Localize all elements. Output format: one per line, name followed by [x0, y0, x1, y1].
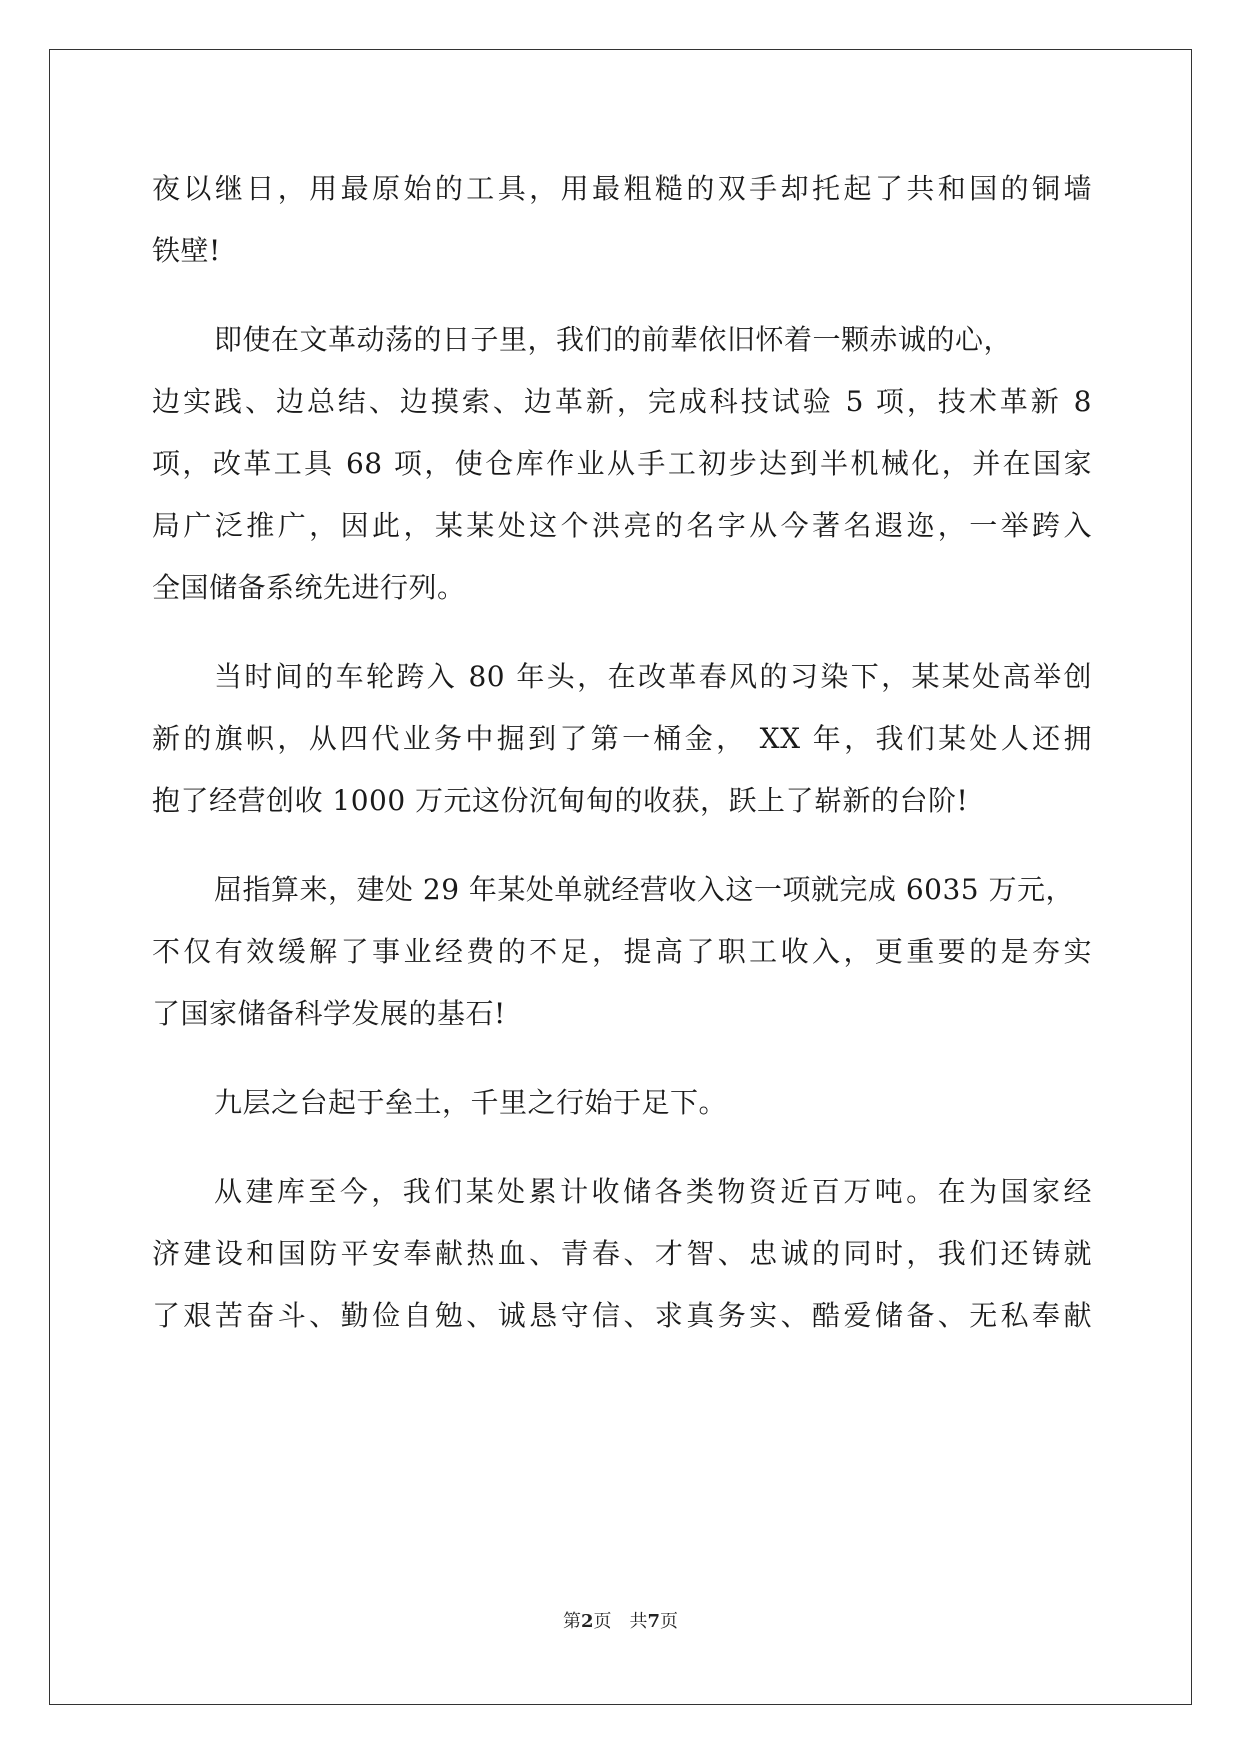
text-line: 从建库至今，我们某处累计收储各类物资近百万吨。在为国家经	[214, 1175, 1092, 1208]
text-line: 项，改革工具 68 项，使仓库作业从手工初步达到半机械化，并在国家	[152, 447, 1092, 480]
text-line: 局广泛推广，因此，某某处这个洪亮的名字从今著名遐迩，一举跨入	[152, 509, 1092, 542]
total-prefix: 共	[629, 1611, 648, 1632]
text-line: 济建设和国防平安奉献热血、青春、才智、忠诚的同时，我们还铸就	[152, 1237, 1092, 1270]
text-line: 九层之台起于垒土，千里之行始于足下。	[214, 1086, 728, 1119]
page-suffix: 页	[593, 1611, 612, 1632]
text-line: 铁壁!	[152, 234, 221, 267]
total-pages: 7	[647, 1611, 661, 1632]
text-line: 全国储备系统先进行列。	[152, 571, 466, 604]
text-line: 即使在文革动荡的日子里，我们的前辈依旧怀着一颗赤诚的心，	[214, 323, 1013, 356]
page-footer	[0, 1610, 1241, 1634]
total-suffix: 页	[660, 1611, 679, 1632]
text-line: 边实践、边总结、边摸索、边革新，完成科技试验 5 项，技术革新 8	[152, 385, 1092, 418]
page-number: 2	[580, 1611, 594, 1632]
text-line: 当时间的车轮跨入 80 年头，在改革春风的习染下，某某处高举创	[214, 660, 1092, 693]
text-line: 了国家储备科学发展的基石!	[152, 997, 506, 1030]
text-line: 了艰苦奋斗、勤俭自勉、诚恳守信、求真务实、酷爱储备、无私奉献	[152, 1299, 1092, 1332]
text-line: 屈指算来，建处 29 年某处单就经营收入这一项就完成 6035 万元，	[214, 873, 1074, 906]
text-line: 抱了经营创收 1000 万元这份沉甸甸的收获，跃上了崭新的台阶!	[152, 784, 969, 817]
document-body	[152, 158, 1092, 1347]
text-line: 新的旗帜，从四代业务中掘到了第一桶金， XX 年，我们某处人还拥	[152, 722, 1092, 755]
text-line: 夜以继日，用最原始的工具，用最粗糙的双手却托起了共和国的铜墙	[152, 172, 1092, 205]
page-prefix: 第	[562, 1611, 581, 1632]
text-line: 不仅有效缓解了事业经费的不足，提高了职工收入，更重要的是夯实	[152, 935, 1092, 968]
